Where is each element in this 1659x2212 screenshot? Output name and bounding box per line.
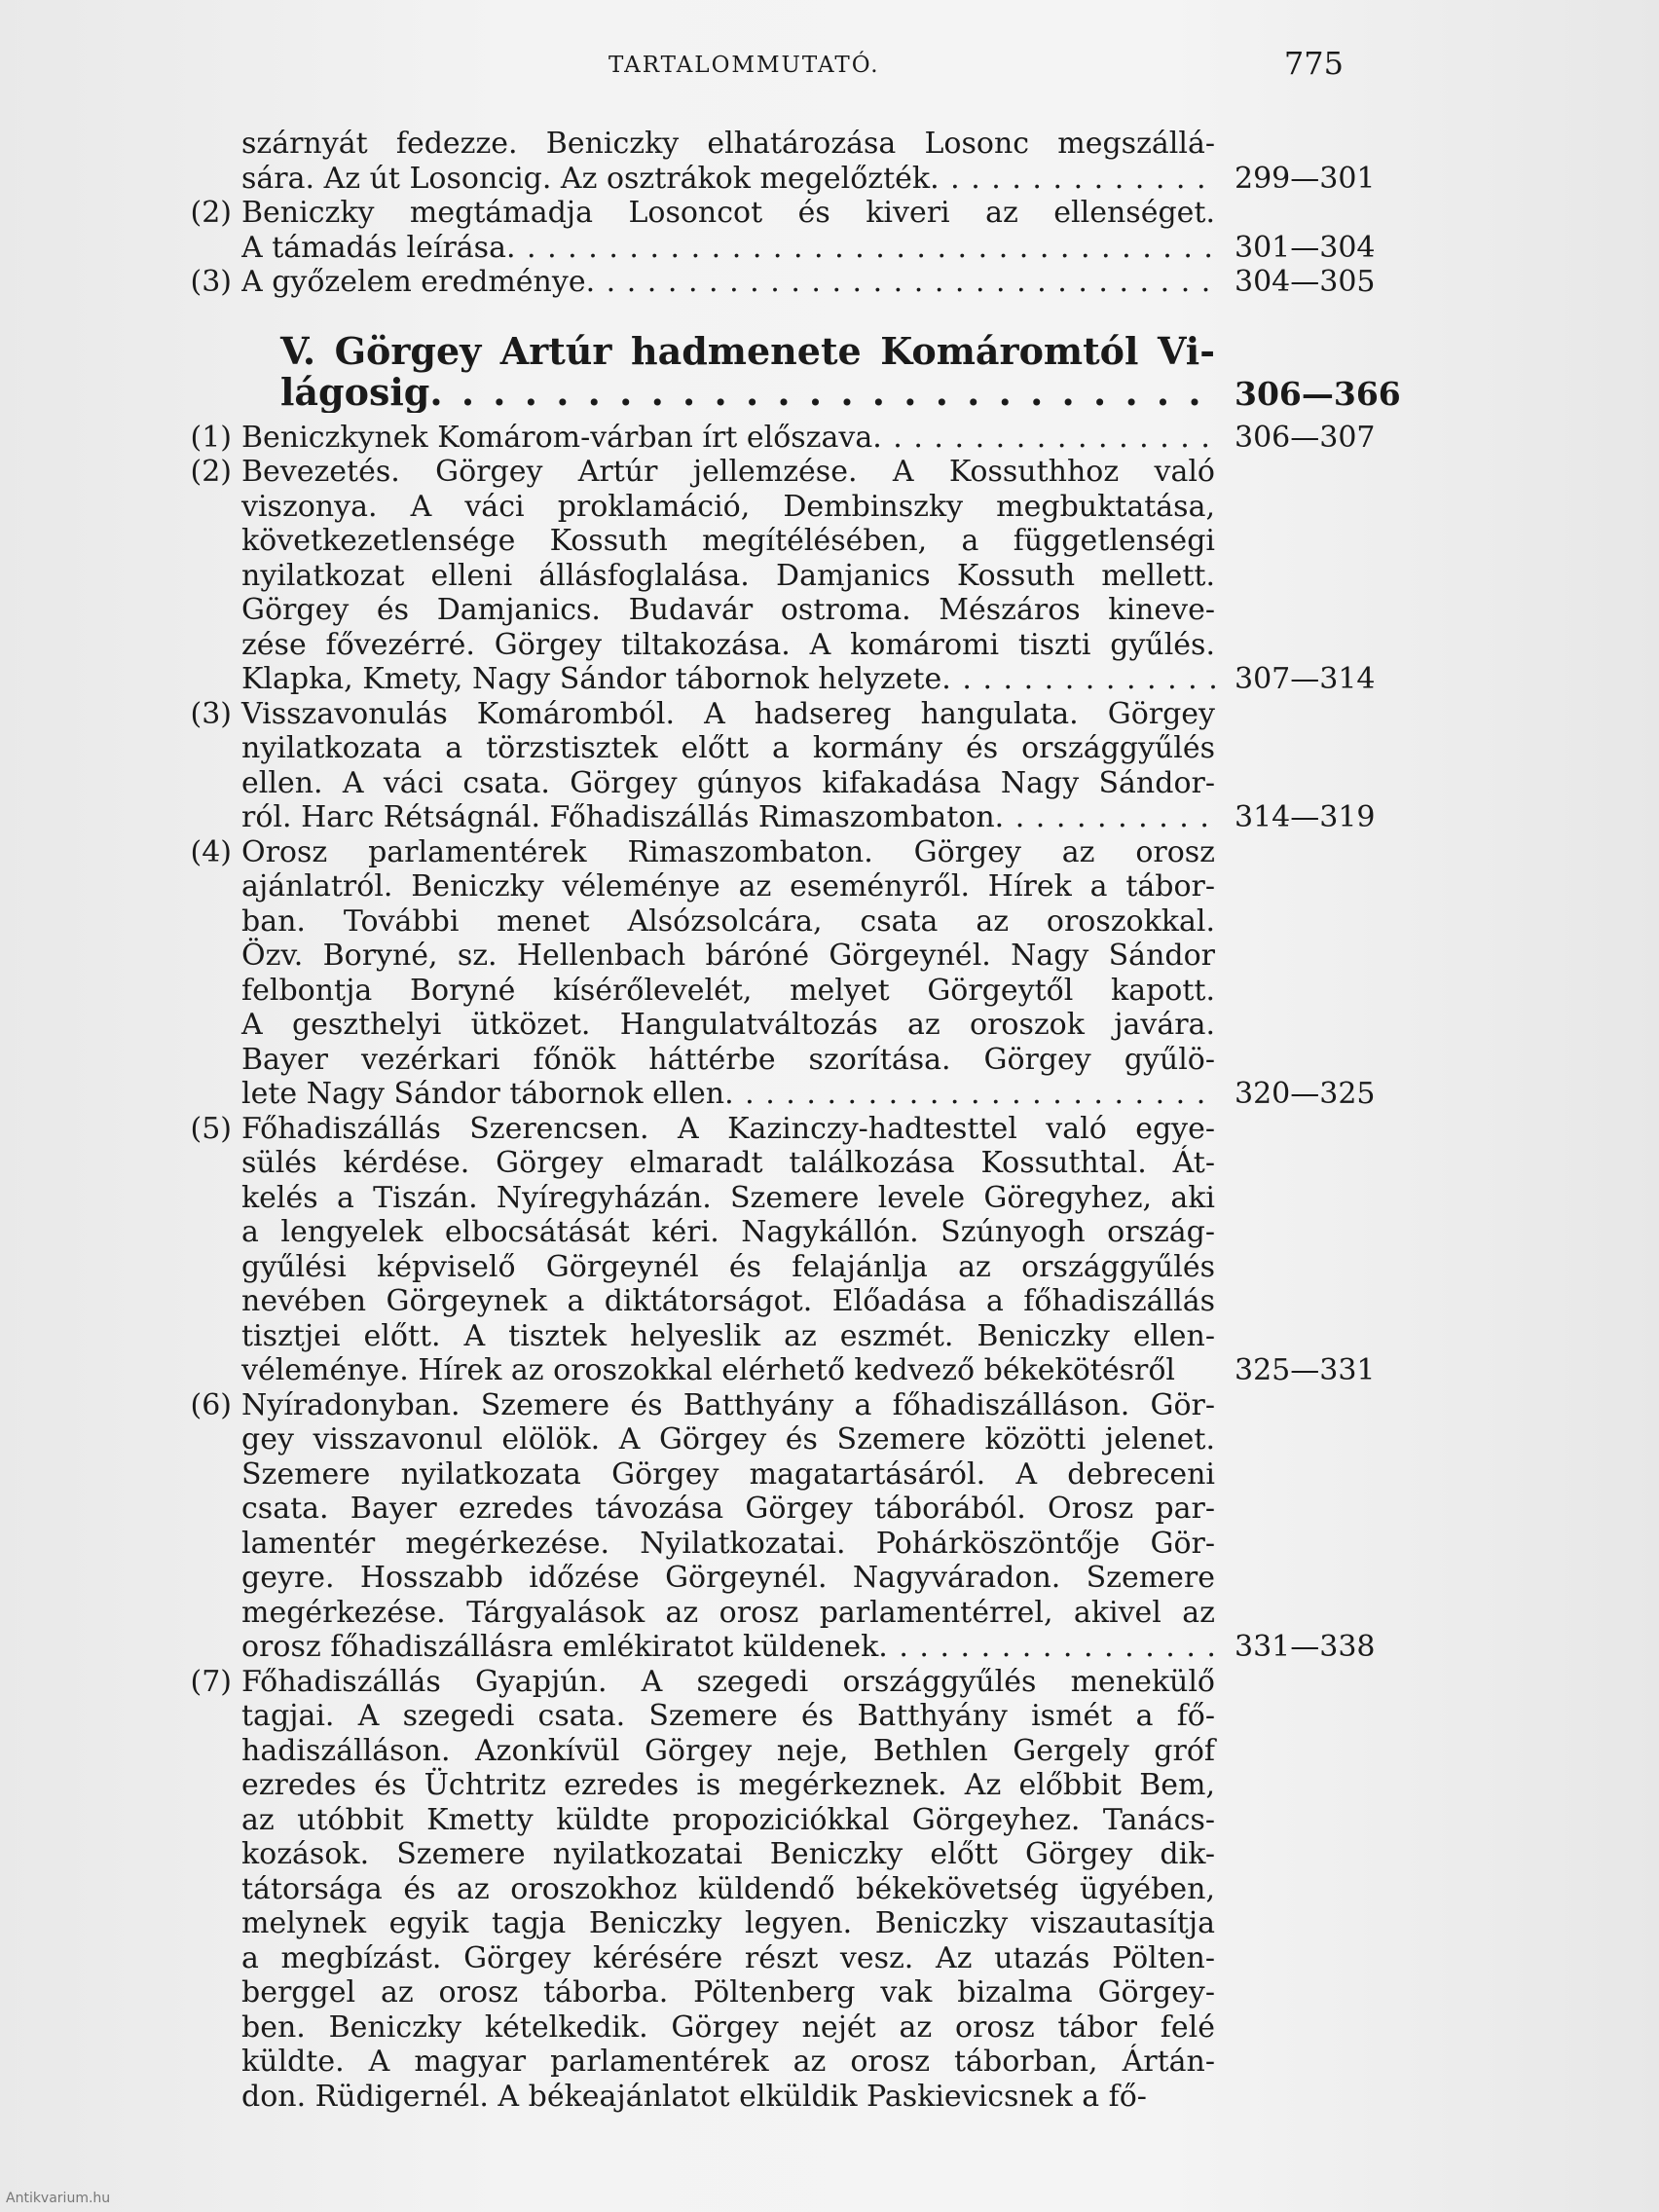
entry-line: megérkezése. Tárgyalások az orosz parlamentérrel, akivel az <box>241 1595 1215 1630</box>
entry-line: gey visszavonul elölök. A Görgey és Szemere közötti jelenet. <box>241 1422 1215 1456</box>
entry-line: az utóbbit Kmetty küldte propoziciókkal Görgeyhez. Tanács- <box>241 1802 1215 1837</box>
entry-line: viszonya. A váci proklamáció, Dembinszky megbuktatása, <box>241 489 1215 524</box>
entry-text <box>241 1388 1215 1665</box>
entry-pages: 304—305 <box>1235 265 1376 299</box>
toc-entry <box>166 420 1376 456</box>
chapter-pages: 306—366 <box>1235 374 1401 413</box>
entry-line <box>241 162 1215 197</box>
entry-line: hadiszálláson. Azonkívül Görgey neje, Bethlen Gergely gróf <box>241 1733 1215 1768</box>
entry-line-text: A támadás leírása <box>241 230 506 265</box>
entry-line <box>241 265 1215 300</box>
entry-pages: 299—301 <box>1235 161 1376 196</box>
chapter-heading <box>166 328 1401 413</box>
chapter-title-line: V. Görgey Artúr hadmenete Komáromtól Vi- <box>280 328 1215 373</box>
entry-line: Főhadiszállás Gyapjún. A szegedi országgyűlés menekülő <box>241 1664 1215 1699</box>
entry-line: tagjai. A szegedi csata. Szemere és Batthyány ismét a fő- <box>241 1699 1215 1733</box>
toc-entry <box>166 127 1376 196</box>
entry-line: Visszavonulás Komáromból. A hadsereg hangulata. Görgey <box>241 696 1215 731</box>
entry-number: (7) <box>190 1664 232 1699</box>
toc-entry <box>166 1111 1376 1388</box>
entry-line: geyre. Hosszabb időzése Görgeynél. Nagyváradon. Szemere <box>241 1561 1215 1595</box>
entry-number: (4) <box>190 834 232 869</box>
entry-line: kelés a Tiszán. Nyíregyházán. Szemere levele Göregyhez, aki <box>241 1180 1215 1215</box>
entry-line: ajánlatról. Beniczky véleménye az eseményről. Hírek a tábor- <box>241 869 1215 903</box>
entry-line: kozások. Szemere nyilatkozatai Beniczky előtt Görgey dik- <box>241 1837 1215 1871</box>
entry-line-text: Beniczkynek Komárom-várban írt előszava <box>241 420 873 455</box>
entry-line: nyilatkozat elleni állásfoglalása. Damjanics Kossuth mellett. <box>241 558 1215 593</box>
entry-line <box>241 1630 1215 1665</box>
dot-leader <box>872 421 1215 456</box>
entry-line: következetlensége Kossuth megítélésében, a függetlenségi <box>241 524 1215 558</box>
table-of-contents <box>166 127 1401 2114</box>
entry-text <box>241 835 1215 1112</box>
running-head <box>166 45 1344 84</box>
dot-leader <box>586 265 1215 300</box>
entry-line-text: lete Nagy Sándor tábornok ellen <box>241 1077 725 1111</box>
entry-pages: 306—307 <box>1235 420 1376 455</box>
entry-pages: 320—325 <box>1235 1077 1376 1111</box>
entry-line <box>241 800 1215 835</box>
entry-line: melynek egyik tagja Beniczky legyen. Beniczky viszautasítja <box>241 1906 1215 1940</box>
entry-line: Nyíradonyban. Szemere és Batthyány a főhadiszálláson. Gör- <box>241 1387 1215 1422</box>
page-number: 775 <box>1283 45 1344 82</box>
entry-line: Szemere nyilatkozata Görgey magatartásáról. A debreceni <box>241 1456 1215 1492</box>
entry-number: (1) <box>190 420 232 455</box>
entry-line: küldte. A magyar parlamentérek az orosz táborban, Ártán- <box>241 2045 1215 2079</box>
dot-leader <box>941 662 1215 697</box>
entry-line: gyűlési képviselő Görgeynél és felajánlja az országgyűlés <box>241 1249 1215 1284</box>
entry-pages: 325—331 <box>1235 1353 1376 1387</box>
toc-entry <box>166 1387 1376 1665</box>
toc-entry <box>166 834 1376 1112</box>
entry-line: zése fővezérré. Görgey tiltakozása. A komáromi tiszti gyűlés. <box>241 627 1215 662</box>
entry-number: (2) <box>190 196 232 230</box>
dot-leader <box>724 1077 1215 1112</box>
entry-line: Görgey és Damjanics. Budavár ostroma. Mészáros kineve- <box>241 593 1215 627</box>
entry-line <box>241 231 1215 266</box>
entry-line-text: sára. Az út Losoncig. Az osztrákok megelőzték <box>241 161 931 196</box>
entry-line: ezredes és Üchtritz ezredes is megérkeznek. Az előbbit Bem, <box>241 1768 1215 1802</box>
entry-text <box>241 265 1215 300</box>
toc-entry <box>166 1665 1353 2115</box>
entry-pages: 314—319 <box>1235 800 1376 834</box>
entry-line: ben. Beniczky kételkedik. Görgey nejét az orosz tábor felé <box>241 2009 1215 2045</box>
dot-leader <box>930 162 1215 197</box>
entry-line: a lengyelek elbocsátását kéri. Nagykállón. Szúnyogh ország- <box>241 1215 1215 1249</box>
entry-line: csata. Bayer ezredes távozása Görgey táborából. Orosz par- <box>241 1492 1215 1526</box>
entry-line: szárnyát fedezze. Beniczky elhatározása Losonc megszállá- <box>241 127 1215 161</box>
entry-line-text: ról. Harc Rétságnál. Főhadiszállás Rimaszombaton <box>241 800 995 834</box>
toc-entry <box>166 265 1376 300</box>
entry-line: Bayer vezérkari főnök háttérbe szorítása. Görgey gyűlö- <box>241 1042 1215 1077</box>
entry-line <box>241 1077 1215 1112</box>
running-head-title: TARTALOMMUTATÓ. <box>608 53 880 78</box>
entry-line <box>241 421 1215 456</box>
entry-line: ban. További menet Alsózsolcára, csata az oroszokkal. <box>241 903 1215 939</box>
entry-text <box>241 455 1215 697</box>
toc-entry <box>166 696 1376 835</box>
dot-leader <box>506 231 1215 266</box>
entry-line: tátorsága és az oroszokhoz küldendő békekövetség ügyében, <box>241 1871 1215 1906</box>
entry-line: sülés kérdése. Görgey elmaradt találkozása Kossuthtal. Át- <box>241 1146 1215 1180</box>
toc-entry <box>166 196 1376 265</box>
entry-line: ellen. A váci csata. Görgey gúnyos kifakadása Nagy Sándor- <box>241 765 1215 800</box>
entry-text <box>241 1665 1215 2115</box>
entry-line: lamentér megérkezése. Nyilatkozatai. Pohárköszöntője Gör- <box>241 1526 1215 1561</box>
entry-line: Beniczky megtámadja Losoncot és kiveri az ellenséget. <box>241 196 1215 230</box>
entry-line: véleménye. Hírek az oroszokkal elérhető kedvező békekötésről <box>241 1353 1175 1387</box>
entry-number: (3) <box>190 265 232 299</box>
entry-line: nevében Görgeynek a diktátorságot. Előadása a főhadiszállás <box>241 1284 1215 1318</box>
dot-leader <box>429 372 1215 413</box>
chapter-title-line: lágosig . . . <box>280 372 1215 413</box>
entry-line-text: Klapka, Kmety, Nagy Sándor tábornok helyzete <box>241 662 942 696</box>
entry-number: (6) <box>190 1387 232 1422</box>
entry-pages: 307—314 <box>1235 662 1376 696</box>
entry-pages: 301—304 <box>1235 230 1376 265</box>
entry-line: a megbízást. Görgey kérésére részt vesz. Az utazás Pölten- <box>241 1940 1215 1975</box>
entry-line: Özv. Boryné, sz. Hellenbach báróné Görgeynél. Nagy Sándor <box>241 939 1215 973</box>
dot-leader <box>878 1630 1215 1665</box>
entry-line: don. Rüdigernél. A békeajánlatot elküldik Paskievicsnek a fő- <box>241 2079 1147 2114</box>
entry-pages: 331—338 <box>1235 1630 1376 1664</box>
entry-line-text: A győzelem eredménye <box>241 265 586 299</box>
entry-line: berggel az orosz táborba. Pöltenberg vak bizalma Görgey- <box>241 1975 1215 2009</box>
chapter-title <box>241 328 1215 413</box>
entry-text <box>241 1112 1215 1388</box>
dot-leader <box>995 800 1215 835</box>
entry-text <box>241 196 1215 265</box>
entry-line: felbontja Boryné kísérőlevelét, melyet Görgeytől kapott. <box>241 973 1215 1008</box>
entry-number: (5) <box>190 1111 232 1146</box>
entry-number <box>166 127 241 196</box>
entry-line: tisztjei előtt. A tisztek helyeslik az eszmét. Beniczky ellen- <box>241 1318 1215 1353</box>
watermark: Antikvarium.hu <box>6 2191 111 2206</box>
entry-line: Főhadiszállás Szerencsen. A Kazinczy-hadtesttel való egye- <box>241 1111 1215 1146</box>
entry-line: Bevezetés. Görgey Artúr jellemzése. A Kossuthhoz való <box>241 455 1215 489</box>
entry-text <box>241 127 1215 196</box>
entry-line: Orosz parlamentérek Rimaszombaton. Görgey az orosz <box>241 834 1215 869</box>
entry-text <box>241 697 1215 835</box>
entry-line: A geszthelyi ütközet. Hangulatváltozás az oroszok javára. <box>241 1008 1215 1042</box>
entry-number: (3) <box>190 696 232 731</box>
entry-line <box>241 662 1215 697</box>
toc-entry <box>166 455 1376 697</box>
entry-line-text: orosz főhadiszállásra emlékiratot küldenek <box>241 1630 879 1664</box>
entry-line: nyilatkozata a törzstisztek előtt a kormány és országgyűlés <box>241 731 1215 765</box>
entry-number: (2) <box>190 455 232 489</box>
entry-text <box>241 421 1215 456</box>
